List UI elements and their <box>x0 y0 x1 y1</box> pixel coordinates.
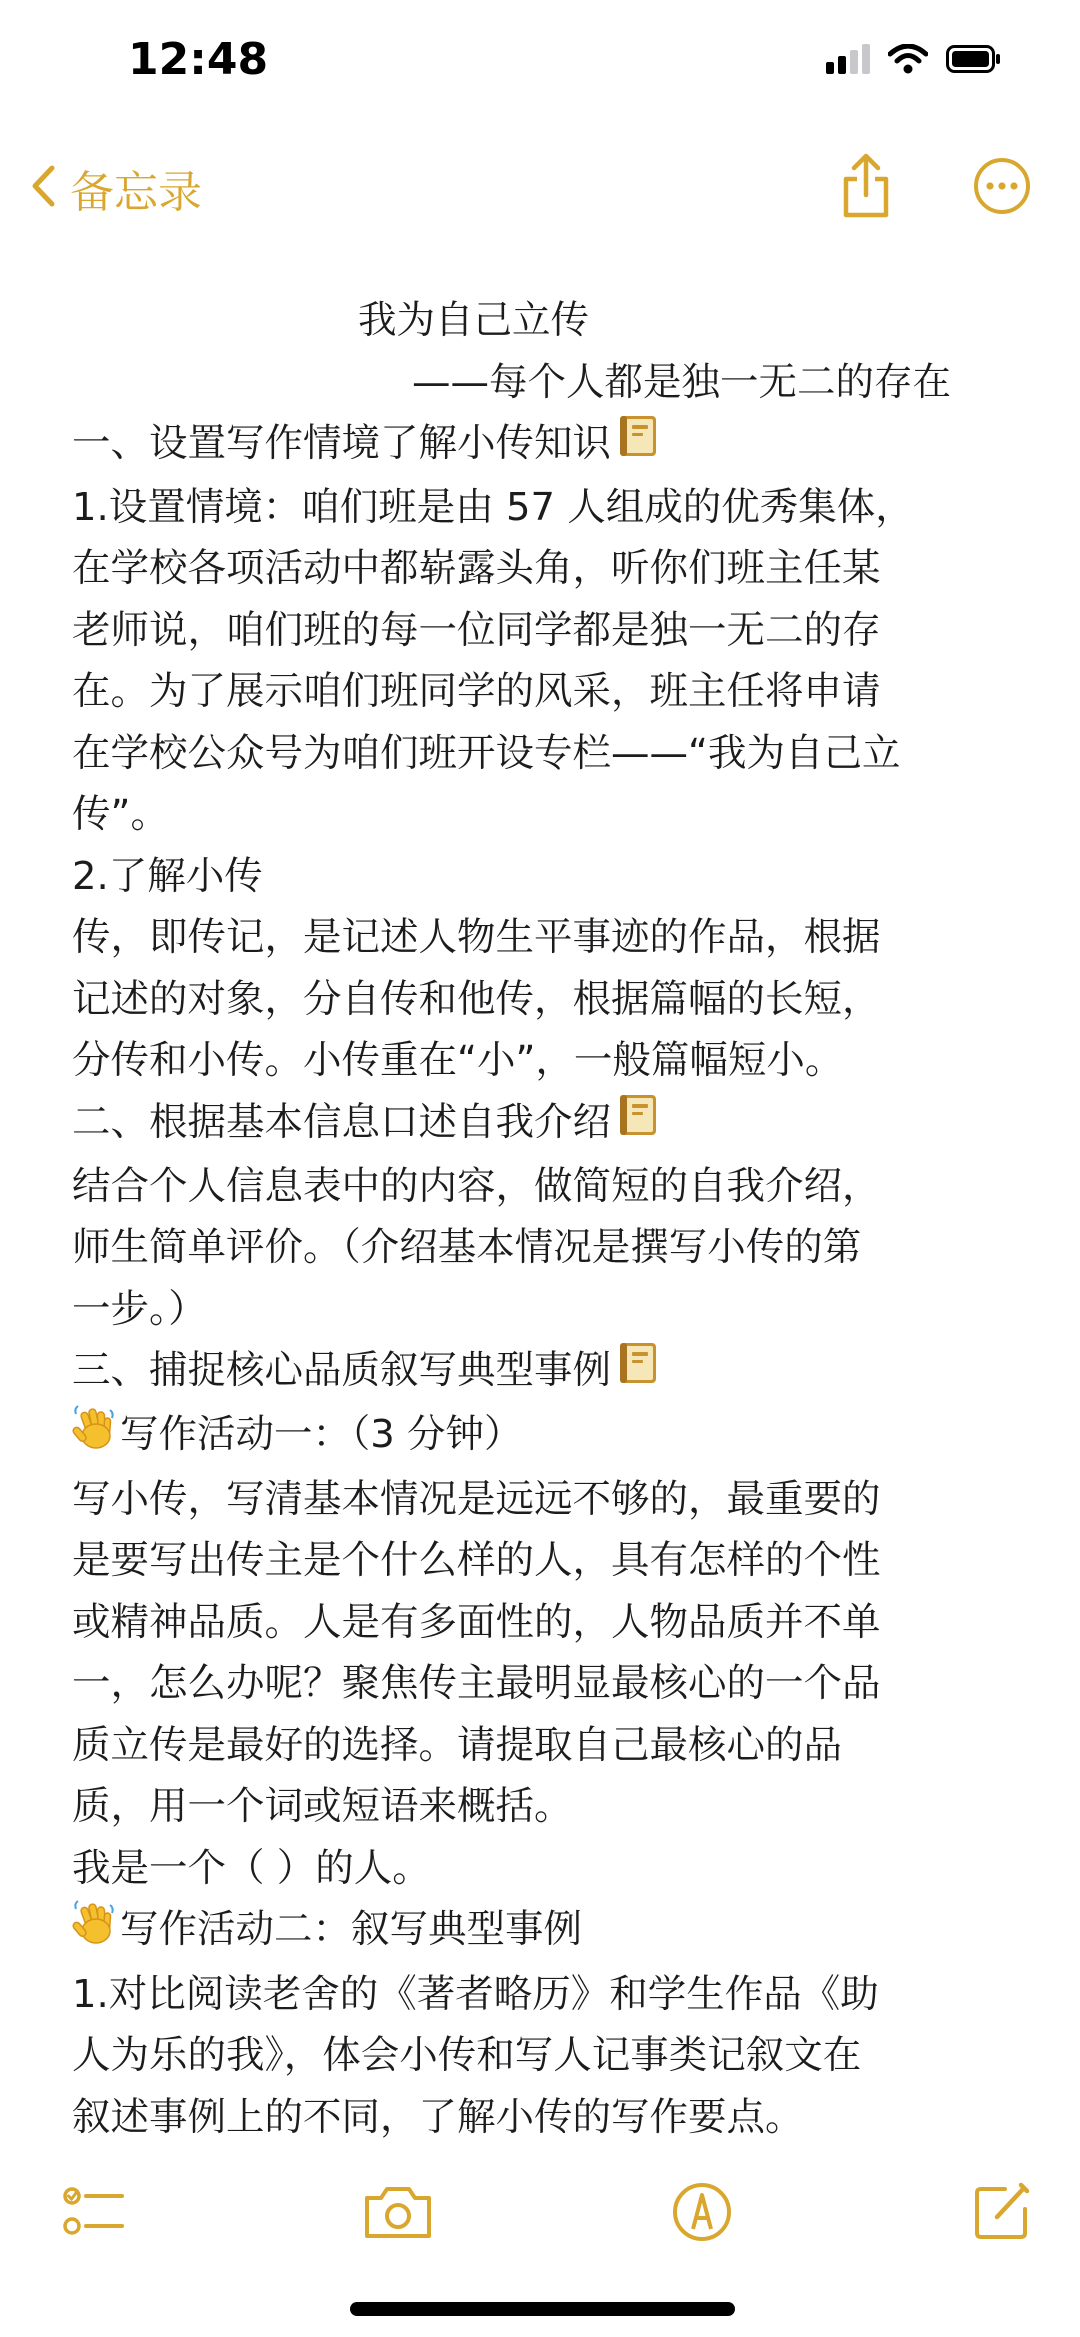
checklist-icon <box>62 2182 126 2246</box>
share-button[interactable] <box>822 144 910 232</box>
back-button-label: 备忘录 <box>70 167 202 218</box>
note-line <box>72 661 1022 723</box>
note-line <box>72 969 1022 1031</box>
status-icons <box>826 44 1002 78</box>
battery-icon <box>946 45 1002 77</box>
note-line <box>72 1156 1022 1218</box>
note-line <box>72 477 1022 539</box>
note-line-text: 写小传，写清基本情况是远远不够的，最重要的 <box>72 1476 881 1522</box>
note-line-text: 人为乐的我》，体会小传和写人记事类记叙文在 <box>72 2033 862 2079</box>
note-line-text: 一、设置写作情境了解小传知识 <box>72 421 612 466</box>
status-time: 12:48 <box>128 34 269 85</box>
markup-button[interactable] <box>662 2174 742 2254</box>
note-line <box>72 1838 1022 1900</box>
camera-icon <box>363 2184 433 2244</box>
notebook-icon <box>617 1341 659 1404</box>
note-line <box>72 2025 1022 2087</box>
note-line-text: 老师说，咱们班的每一位同学都是独一无二的存 <box>72 607 881 653</box>
note-line <box>72 1964 1022 2026</box>
note-line <box>72 1653 1022 1715</box>
note-line-text: 1.设置情境：咱们班是由 57 人组成的优秀集体， <box>72 484 914 530</box>
chevron-left-icon <box>30 164 56 212</box>
note-line <box>72 600 1022 662</box>
cellular-signal-icon <box>826 44 870 78</box>
note-line <box>72 1092 1022 1156</box>
back-button[interactable] <box>30 140 202 236</box>
note-line-text: 传”。 <box>72 792 169 838</box>
note-line-text: 2.了解小传 <box>72 853 263 899</box>
note-line <box>72 907 1022 969</box>
note-line-text: 三、捕捉核心品质叙写典型事例 <box>72 1348 612 1393</box>
wifi-icon <box>888 44 928 78</box>
note-line-text: 1.对比阅读老舍的《著者略历》和学生作品《助 <box>72 1971 879 2017</box>
note-line <box>72 1592 1022 1654</box>
note-body[interactable] <box>72 290 1022 2148</box>
note-line <box>72 1776 1022 1838</box>
note-line <box>72 846 1022 908</box>
note-line <box>72 1030 1022 1092</box>
note-line-text: 师生简单评价。（介绍基本情况是撰写小传的第 <box>72 1225 862 1270</box>
more-icon <box>972 156 1032 220</box>
note-lines <box>72 413 1022 2148</box>
note-line-text: 写作活动二：叙写典型事例 <box>120 1907 583 1952</box>
note-line-text: 一，怎么办呢？聚焦传主最明显最核心的一个品 <box>72 1661 881 1706</box>
waving-hand-icon <box>72 1404 116 1469</box>
note-line <box>72 1340 1022 1404</box>
note-line <box>72 1279 1022 1341</box>
note-line <box>72 1715 1022 1777</box>
note-line-text: 传，即传记，是记述人物生平事迹的作品，根据 <box>72 915 881 961</box>
note-line-text: 质立传是最好的选择。请提取自己最核心的品 <box>72 1722 843 1768</box>
notebook-icon <box>617 414 659 477</box>
checklist-button[interactable] <box>54 2174 134 2254</box>
note-line-text: 质，用一个词或短语来概括。 <box>72 1784 573 1829</box>
note-line-text: 一步。） <box>72 1286 207 1332</box>
waving-hand-icon <box>72 1899 116 1964</box>
note-line <box>72 2087 1022 2149</box>
note-title: 我为自己立传 <box>358 298 590 343</box>
note-line <box>72 1217 1022 1279</box>
share-icon <box>838 153 894 223</box>
note-line-text: 结合个人信息表中的内容，做简短的自我介绍， <box>72 1163 881 1209</box>
note-line <box>72 1530 1022 1592</box>
note-line <box>72 1469 1022 1531</box>
notebook-icon <box>617 1093 659 1156</box>
note-line-text: 在学校各项活动中都崭露头角，听你们班主任某 <box>72 546 881 592</box>
note-line-text: 写作活动一：（3 分钟） <box>120 1411 523 1457</box>
note-line-text: 分传和小传。小传重在“小”，一般篇幅短小。 <box>72 1038 844 1084</box>
note-line <box>72 1899 1022 1964</box>
note-line-text: 是要写出传主是个什么样的人，具有怎样的个性 <box>72 1538 881 1583</box>
compose-button[interactable] <box>962 2174 1042 2254</box>
bottom-toolbar <box>0 2160 1080 2270</box>
note-line-text: 我是一个（ ）的人。 <box>72 1845 431 1891</box>
note-line <box>72 538 1022 600</box>
more-button[interactable] <box>958 144 1046 232</box>
navigation-bar <box>0 140 1080 236</box>
note-line-text: 在。为了展示咱们班同学的风采，班主任将申请 <box>72 669 881 715</box>
compose-icon <box>971 2181 1033 2247</box>
note-line <box>72 784 1022 846</box>
camera-button[interactable] <box>358 2174 438 2254</box>
note-line-text: 叙述事例上的不同，了解小传的写作要点。 <box>72 2094 804 2140</box>
note-line <box>72 723 1022 785</box>
note-line-text: 在学校公众号为咱们班开设专栏——“我为自己立 <box>72 730 901 776</box>
home-indicator[interactable] <box>350 2302 735 2316</box>
note-line <box>72 1404 1022 1469</box>
note-line-text: 或精神品质。人是有多面性的，人物品质并不单 <box>72 1599 881 1645</box>
note-line-text: 记述的对象，分自传和他传，根据篇幅的长短， <box>72 976 881 1022</box>
markup-icon <box>671 2181 733 2247</box>
note-subtitle: ——每个人都是独一无二的存在 <box>412 359 952 405</box>
note-line <box>72 413 1022 477</box>
status-bar <box>0 0 1080 130</box>
note-line-text: 二、根据基本信息口述自我介绍 <box>72 1099 612 1145</box>
